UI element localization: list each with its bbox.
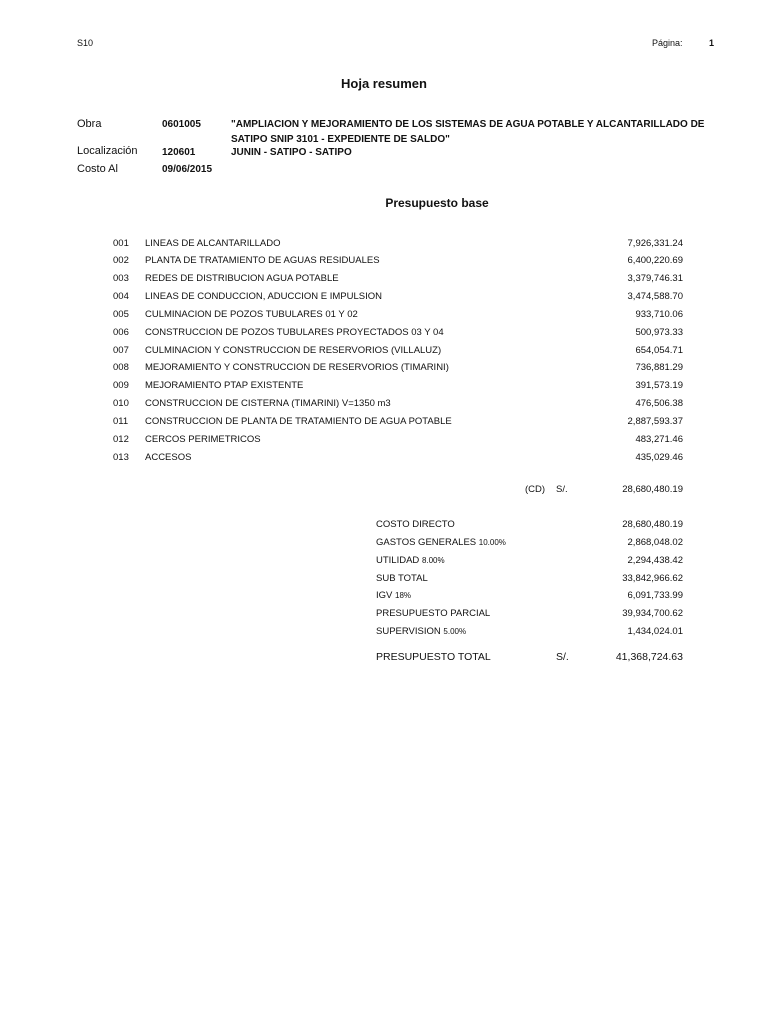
item-code: 007 [113, 345, 129, 356]
summary-label: COSTO DIRECTO [376, 519, 455, 530]
item-code: 013 [113, 452, 129, 463]
summary-amount: 39,934,700.62 [622, 608, 683, 619]
summary-row [0, 573, 768, 591]
localizacion-label: Localización [77, 145, 138, 157]
total-amount: 41,368,724.63 [615, 651, 683, 663]
summary-amount: 28,680,480.19 [622, 519, 683, 530]
item-amount: 483,271.46 [635, 434, 683, 445]
item-amount: 933,710.06 [635, 309, 683, 320]
item-description: REDES DE DISTRIBUCION AGUA POTABLE [145, 273, 339, 284]
page-label: Página: [652, 38, 683, 48]
item-amount: 476,506.38 [635, 398, 683, 409]
item-description: CULMINACION Y CONSTRUCCION DE RESERVORIOS (VILLALUZ) [145, 345, 442, 356]
list-item [0, 398, 768, 416]
item-description: CULMINACION DE POZOS TUBULARES 01 Y 02 [145, 309, 358, 320]
item-description: LINEAS DE CONDUCCION, ADUCCION E IMPULSION [145, 291, 383, 302]
localizacion-code: 120601 [162, 147, 196, 158]
list-item [0, 452, 768, 470]
list-item [0, 327, 768, 345]
item-amount: 3,379,746.31 [627, 273, 683, 284]
obra-code: 0601005 [162, 119, 201, 130]
item-description: CONSTRUCCION DE CISTERNA (TIMARINI) V=1350 m3 [145, 398, 391, 409]
page-number: 1 [709, 38, 715, 48]
item-description: CERCOS PERIMETRICOS [145, 434, 261, 445]
localizacion-description: JUNIN - SATIPO - SATIPO [231, 147, 352, 158]
list-item [0, 380, 768, 398]
summary-row [0, 519, 768, 537]
item-code: 012 [113, 434, 129, 445]
list-item [0, 309, 768, 327]
costo-al-label: Costo Al [77, 163, 118, 175]
cd-amount: 28,680,480.19 [622, 484, 683, 495]
summary-row [0, 608, 768, 626]
list-item [0, 434, 768, 452]
cd-label: (CD) [525, 484, 546, 495]
summary-row [0, 626, 768, 644]
report-code: S10 [77, 38, 94, 48]
total-currency: S/. [556, 651, 569, 663]
item-description: PLANTA DE TRATAMIENTO DE AGUAS RESIDUALES [145, 255, 380, 266]
item-code: 005 [113, 309, 129, 320]
summary-amount: 6,091,733.99 [627, 590, 683, 601]
summary-label: GASTOS GENERALES [376, 537, 477, 548]
item-amount: 3,474,588.70 [627, 291, 683, 302]
item-code: 009 [113, 380, 129, 391]
grand-total-row [0, 651, 768, 669]
list-item [0, 255, 768, 273]
item-amount: 7,926,331.24 [627, 238, 683, 249]
summary-row [0, 590, 768, 608]
obra-label: Obra [77, 118, 102, 130]
item-code: 003 [113, 273, 129, 284]
summary-pct: 18% [395, 591, 412, 600]
item-code: 004 [113, 291, 129, 302]
summary-amount: 2,868,048.02 [627, 537, 683, 548]
cd-total-row [0, 484, 768, 502]
list-item [0, 238, 768, 256]
item-amount: 435,029.46 [635, 452, 683, 463]
summary-amount: 33,842,966.62 [622, 573, 683, 584]
item-description: CONSTRUCCION DE PLANTA DE TRATAMIENTO DE AGUA POTABLE [145, 416, 452, 427]
item-code: 010 [113, 398, 129, 409]
item-amount: 2,887,593.37 [627, 416, 683, 427]
item-code: 011 [113, 416, 129, 427]
summary-amount: 1,434,024.01 [627, 626, 683, 637]
summary-amount: 2,294,438.42 [627, 555, 683, 566]
item-description: ACCESOS [145, 452, 192, 463]
item-code: 002 [113, 255, 129, 266]
page-title: Hoja resumen [341, 76, 427, 91]
summary-row [0, 537, 768, 555]
total-label: PRESUPUESTO TOTAL [376, 651, 491, 663]
summary-label: SUB TOTAL [376, 573, 428, 584]
item-code: 008 [113, 362, 129, 373]
summary-row [0, 555, 768, 573]
item-code: 001 [113, 238, 129, 249]
summary-label: PRESUPUESTO PARCIAL [376, 608, 491, 619]
obra-description: "AMPLIACION Y MEJORAMIENTO DE LOS SISTEMAS DE AGUA POTABLE Y ALCANTARILLADO DE SATIPO SNIP 3101 - EXPEDIENTE DE SALDO" [231, 119, 705, 145]
item-amount: 736,881.29 [635, 362, 683, 373]
list-item [0, 416, 768, 434]
summary-label: SUPERVISION [376, 626, 441, 637]
list-item [0, 345, 768, 363]
cd-currency: S/. [556, 484, 568, 495]
item-amount: 391,573.19 [635, 380, 683, 391]
section-title: Presupuesto base [385, 196, 489, 210]
costo-al-date: 09/06/2015 [162, 164, 213, 175]
item-description: MEJORAMIENTO Y CONSTRUCCION DE RESERVORIOS (TIMARINI) [145, 362, 449, 373]
item-code: 006 [113, 327, 129, 338]
item-amount: 6,400,220.69 [627, 255, 683, 266]
summary-label: IGV [376, 590, 393, 601]
list-item [0, 273, 768, 291]
item-description: MEJORAMIENTO PTAP EXISTENTE [145, 380, 304, 391]
summary-pct: 8.00% [421, 556, 445, 565]
summary-label: UTILIDAD [376, 555, 420, 566]
summary-pct: 5.00% [443, 627, 467, 636]
item-description: CONSTRUCCION DE POZOS TUBULARES PROYECTADOS 03 Y 04 [145, 327, 444, 338]
item-amount: 500,973.33 [635, 327, 683, 338]
item-description: LINEAS DE ALCANTARILLADO [145, 238, 281, 249]
item-amount: 654,054.71 [635, 345, 683, 356]
list-item [0, 291, 768, 309]
list-item [0, 362, 768, 380]
summary-pct: 10.00% [478, 538, 506, 547]
